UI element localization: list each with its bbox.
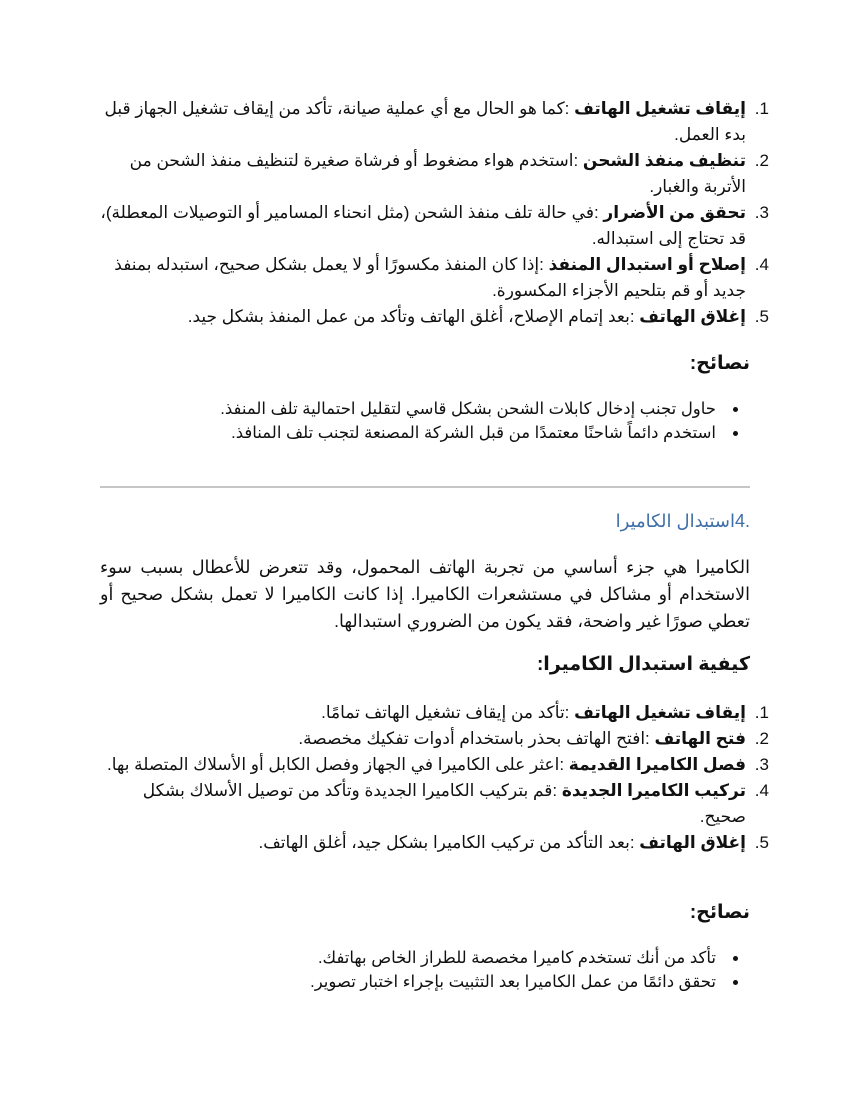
step-term: فصل الكاميرا القديمة [568, 755, 746, 774]
step-term: إيقاف تشغيل الهاتف [574, 99, 746, 118]
list-item [100, 700, 750, 726]
list-item [100, 752, 750, 778]
list-item [100, 252, 750, 304]
camera-steps [100, 700, 780, 856]
list-item [100, 200, 750, 252]
camera-steps-block [100, 700, 780, 856]
port-repair-steps [100, 96, 780, 330]
section-title: .4استبدال الكاميرا [615, 511, 750, 531]
step-term: تنظيف منفذ الشحن [582, 151, 746, 170]
tips-list-block [100, 946, 750, 994]
step-term: إغلاق الهاتف [639, 833, 746, 852]
list-item [100, 148, 750, 200]
step-term: إصلاح أو استبدال المنفذ [548, 255, 746, 274]
step-text: :افتح الهاتف بحذر باستخدام أدوات تفكيك مخصصة. [298, 729, 650, 748]
list-item: • استخدم دائماً شاحنًا معتمدًا من قبل الشركة المصنعة لتجنب تلف المنافذ. [100, 421, 722, 445]
port-repair-steps-block [100, 96, 780, 330]
step-text: :كما هو الحال مع أي عملية صيانة، تأكد من إيقاف تشغيل الجهاز قبل بدء العمل. [104, 99, 746, 144]
list-item [100, 96, 750, 148]
tips-heading: نصائح: [689, 353, 750, 374]
howto-heading: كيفية استبدال الكاميرا: [536, 654, 750, 675]
list-item [100, 726, 750, 752]
step-text: :قم بتركيب الكاميرا الجديدة وتأكد من توصيل الأسلاك بشكل صحيح. [142, 781, 746, 826]
list-item [100, 830, 750, 856]
section-intro: الكاميرا هي جزء أساسي من تجربة الهاتف المحمول، وقد تتعرض للأعطال بسبب سوء الاستخدام أو مشاكل في مستشعرات الكاميرا. إذا كانت الكاميرا لا تعمل بشكل صحيح أو تعطي صورًا غير واضحة، فقد يكون من الضروري استبدالها. [100, 557, 750, 631]
step-term: تحقق من الأضرار [603, 203, 746, 222]
tips-heading: نصائح: [689, 902, 750, 923]
step-text: :تأكد من إيقاف تشغيل الهاتف تمامًا. [321, 703, 570, 722]
tips-list [100, 946, 750, 994]
list-item: • تأكد من أنك تستخدم كاميرا مخصصة للطراز الخاص بهاتفك. [100, 946, 722, 970]
list-item [100, 778, 750, 830]
list-item [100, 304, 750, 330]
step-text: :إذا كان المنفذ مكسورًا أو لا يعمل بشكل صحيح، استبدله بمنفذ جديد أو قم بتلحيم الأجزاء المكسورة. [114, 255, 746, 300]
step-text: :بعد التأكد من تركيب الكاميرا بشكل جيد، أغلق الهاتف. [258, 833, 635, 852]
step-term: إغلاق الهاتف [639, 307, 746, 326]
step-text: :اعثر على الكاميرا في الجهاز وفصل الكابل أو الأسلاك المتصلة بها. [106, 755, 565, 774]
step-text: :في حالة تلف منفذ الشحن (مثل انحناء المسامير أو التوصيلات المعطلة)، قد تحتاج إلى استبداله. [100, 203, 746, 248]
tips-list-block [100, 397, 750, 445]
tips-list [100, 397, 750, 445]
step-text: :بعد إتمام الإصلاح، أغلق الهاتف وتأكد من عمل المنفذ بشكل جيد. [187, 307, 635, 326]
step-text: :استخدم هواء مضغوط أو فرشاة صغيرة لتنظيف منفذ الشحن من الأتربة والغبار. [129, 151, 746, 196]
step-term: تركيب الكاميرا الجديدة [561, 781, 746, 800]
step-term: فتح الهاتف [654, 729, 746, 748]
list-item: • حاول تجنب إدخال كابلات الشحن بشكل قاسي لتقليل احتمالية تلف المنفذ. [100, 397, 722, 421]
step-term: إيقاف تشغيل الهاتف [574, 703, 746, 722]
section-divider [100, 486, 750, 488]
list-item: • تحقق دائمًا من عمل الكاميرا بعد التثبيت بإجراء اختبار تصوير. [100, 970, 722, 994]
